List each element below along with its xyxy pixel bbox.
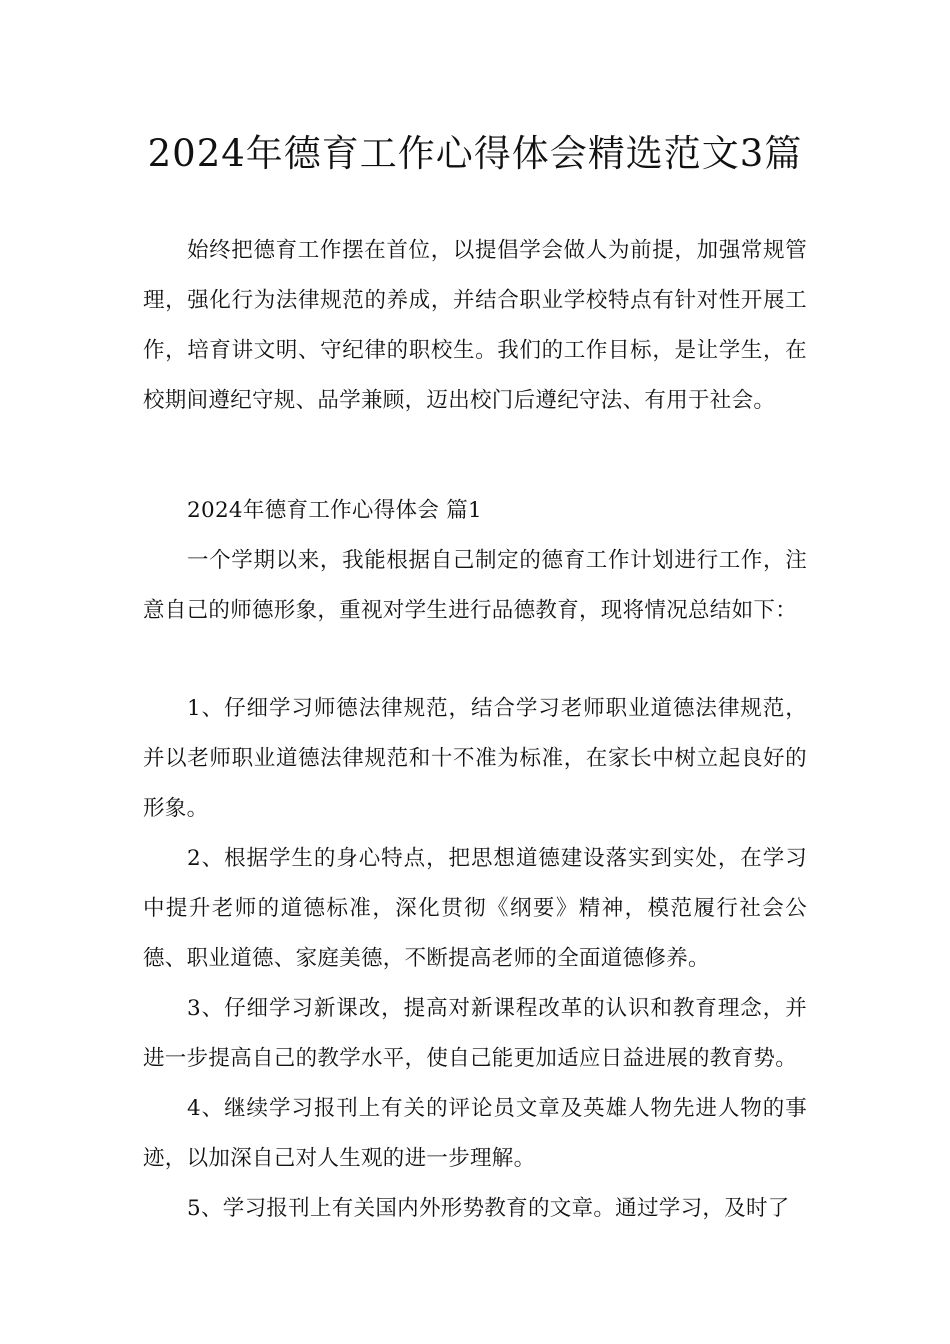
list-item-2: 2、根据学生的身心特点，把思想道德建设落实到实处，在学习中提升老师的道德标准，深化贯彻《纲要》精神，模范履行社会公德、职业道德、家庭美德，不断提高老师的全面道德修养。 [143,846,807,971]
list-item-4: 4、继续学习报刊上有关的评论员文章及英雄人物先进人物的事迹，以加深自己对人生观的进一步理解。 [143,1096,807,1171]
list-item-1: 1、仔细学习师德法律规范，结合学习老师职业道德法律规范，并以老师职业道德法律规范和十不准为标准，在家长中树立起良好的形象。 [143,696,807,821]
list-item-3: 3、仔细学习新课改，提高对新课程改革的认识和教育理念，并进一步提高自己的教学水平，使自己能更加适应日益进展的教育势。 [143,996,807,1071]
list-item-5: 5、学习报刊上有关国内外形势教育的文章。通过学习，及时了 [187,1196,790,1221]
body-paragraph: 一个学期以来，我能根据自己制定的德育工作计划进行工作，注意自己的师德形象，重视对学生进行品德教育，现将情况总结如下： [143,548,807,623]
document-title: 2024年德育工作心得体会精选范文3篇 [147,132,803,175]
intro-paragraph: 始终把德育工作摆在首位，以提倡学会做人为前提，加强常规管理，强化行为法律规范的养成，并结合职业学校特点有针对性开展工作，培育讲文明、守纪律的职校生。我们的工作目标，是让学生，在校期间遵纪守规、品学兼顾，迈出校门后遵纪守法、有用于社会。 [143,238,807,413]
section-heading: 2024年德育工作心得体会 篇1 [187,498,483,523]
